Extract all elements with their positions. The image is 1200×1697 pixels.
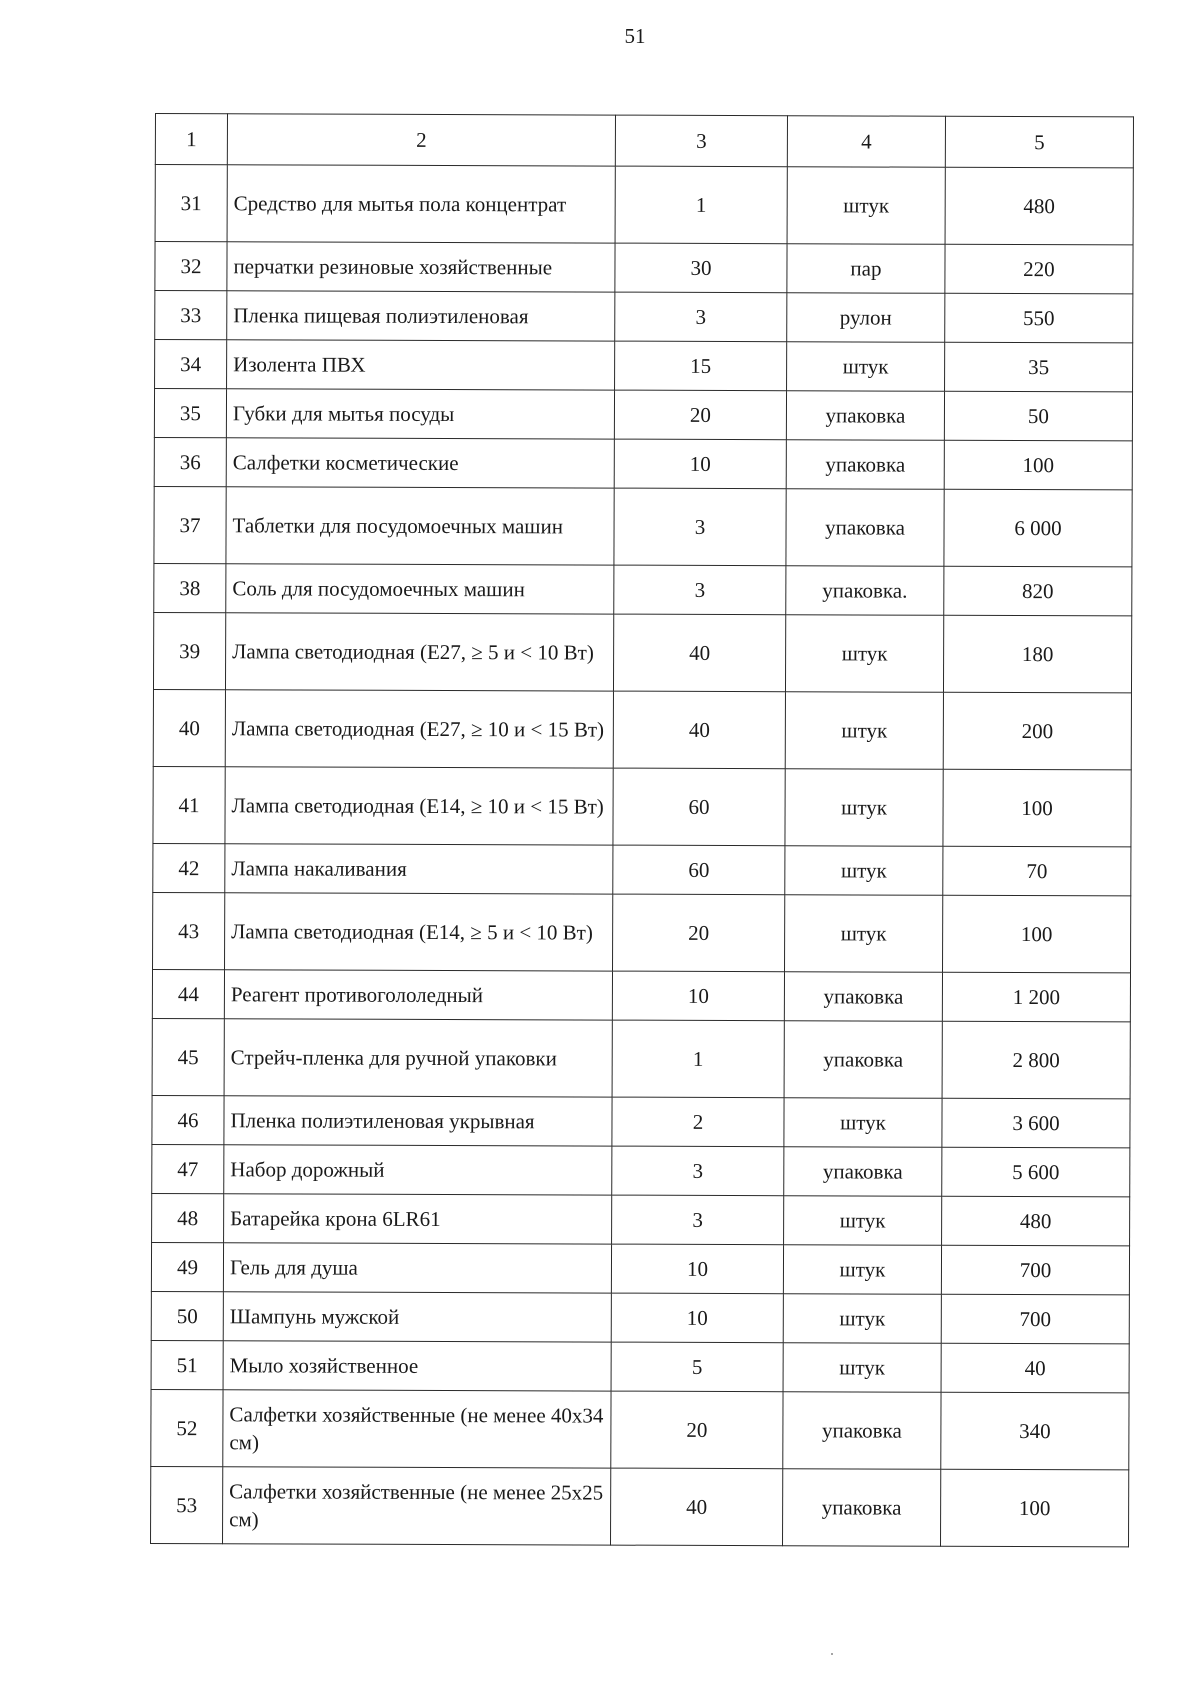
table-row — [151, 1389, 1129, 1469]
item-price: 2 800 — [942, 1021, 1130, 1099]
item-quantity: 60 — [613, 768, 785, 846]
table-row — [151, 1466, 1129, 1546]
item-name: Соль для посудомоечных машин — [226, 564, 614, 614]
item-price: 200 — [943, 692, 1131, 770]
item-unit: штук — [785, 769, 943, 847]
table-row — [151, 1340, 1129, 1392]
item-unit: упаковка — [784, 1147, 942, 1197]
row-number: 40 — [153, 689, 225, 766]
row-number: 53 — [151, 1466, 223, 1543]
item-price: 5 600 — [942, 1147, 1130, 1197]
items-table — [150, 113, 1134, 1547]
row-number: 35 — [154, 389, 226, 438]
item-name: Лампа светодиодная (E27, ≥ 5 и < 10 Вт) — [225, 613, 613, 691]
table-row — [155, 291, 1133, 343]
row-number: 47 — [152, 1144, 224, 1193]
item-quantity: 2 — [612, 1097, 784, 1147]
table-row — [153, 689, 1131, 769]
header-col-3: 3 — [615, 115, 787, 167]
table-row — [152, 1144, 1130, 1196]
item-name: Салфетки косметические — [226, 438, 614, 488]
item-price: 50 — [944, 391, 1132, 441]
table-row — [153, 843, 1131, 895]
row-number: 43 — [153, 892, 225, 969]
item-quantity: 10 — [611, 1244, 783, 1294]
item-unit: штук — [783, 1294, 941, 1344]
row-number: 33 — [155, 291, 227, 340]
item-unit: упаковка — [786, 440, 944, 490]
item-name: Пленка полиэтиленовая укрывная — [224, 1096, 612, 1146]
row-number: 46 — [152, 1095, 224, 1144]
item-unit: штук — [785, 692, 943, 770]
item-price: 100 — [944, 440, 1132, 490]
table-row — [155, 242, 1133, 294]
item-quantity: 3 — [615, 292, 787, 342]
item-price: 820 — [944, 566, 1132, 616]
header-col-2: 2 — [227, 114, 615, 166]
row-number: 34 — [155, 340, 227, 389]
item-name: Салфетки хозяйственные (не менее 25х25 см) — [223, 1467, 611, 1545]
item-name: Мыло хозяйственное — [223, 1341, 611, 1391]
table-row — [155, 165, 1133, 245]
item-price: 100 — [941, 1469, 1129, 1547]
item-name: Реагент противогололедный — [224, 970, 612, 1020]
item-name: Лампа накаливания — [225, 844, 613, 894]
item-name: Батарейка крона 6LR61 — [224, 1194, 612, 1244]
item-name: Лампа светодиодная (E14, ≥ 10 и < 15 Вт) — [225, 767, 613, 845]
table-header-row — [155, 114, 1133, 168]
item-quantity: 20 — [614, 390, 786, 440]
item-name: Стрейч-пленка для ручной упаковки — [224, 1019, 612, 1097]
item-unit: штук — [784, 1098, 942, 1148]
item-quantity: 20 — [611, 1391, 783, 1469]
row-number: 50 — [151, 1291, 223, 1340]
item-quantity: 1 — [615, 166, 787, 244]
table-row — [151, 1291, 1129, 1343]
item-name: Лампа светодиодная (E14, ≥ 5 и < 10 Вт) — [225, 893, 613, 971]
item-quantity: 40 — [613, 691, 785, 769]
item-quantity: 1 — [612, 1020, 784, 1098]
item-unit: упаковка — [786, 489, 944, 567]
item-price: 480 — [945, 167, 1133, 245]
item-name: Лампа светодиодная (E27, ≥ 10 и < 15 Вт) — [225, 690, 613, 768]
header-col-1: 1 — [155, 114, 227, 165]
item-quantity: 10 — [612, 971, 784, 1021]
item-name: Гель для душа — [223, 1243, 611, 1293]
item-name: перчатки резиновые хозяйственные — [227, 242, 615, 292]
table-row — [152, 969, 1130, 1021]
item-quantity: 15 — [615, 341, 787, 391]
table-row — [152, 1193, 1130, 1245]
item-name: Пленка пищевая полиэтиленовая — [227, 291, 615, 341]
item-price: 340 — [941, 1392, 1129, 1470]
item-name: Шампунь мужской — [223, 1292, 611, 1342]
item-unit: упаковка — [784, 972, 942, 1022]
table-row — [154, 437, 1132, 489]
item-price: 480 — [942, 1196, 1130, 1246]
row-number: 38 — [154, 563, 226, 612]
header-col-4: 4 — [787, 116, 945, 168]
table-row — [154, 486, 1132, 566]
item-quantity: 20 — [613, 894, 785, 972]
item-unit: штук — [787, 167, 945, 245]
item-unit: штук — [785, 895, 943, 973]
row-number: 52 — [151, 1389, 223, 1466]
item-unit: пар — [787, 244, 945, 294]
item-unit: штук — [784, 1196, 942, 1246]
item-unit: штук — [785, 846, 943, 896]
item-quantity: 30 — [615, 243, 787, 293]
item-unit: штук — [783, 1245, 941, 1295]
item-quantity: 3 — [612, 1146, 784, 1196]
item-price: 700 — [941, 1245, 1129, 1295]
item-price: 550 — [945, 293, 1133, 343]
item-unit: упаковка — [783, 1392, 941, 1470]
item-unit: рулон — [787, 293, 945, 343]
scan-speck — [831, 1653, 833, 1655]
item-name: Изолента ПВХ — [227, 340, 615, 390]
item-price: 100 — [943, 769, 1131, 847]
item-quantity: 10 — [611, 1293, 783, 1343]
item-unit: упаковка — [786, 391, 944, 441]
item-quantity: 3 — [612, 1195, 784, 1245]
item-price: 100 — [943, 895, 1131, 973]
item-price: 220 — [945, 244, 1133, 294]
table-row — [152, 1095, 1130, 1147]
header-col-5: 5 — [945, 116, 1133, 168]
item-price: 700 — [941, 1294, 1129, 1344]
item-quantity: 10 — [614, 439, 786, 489]
table-row — [151, 1242, 1129, 1294]
item-price: 3 600 — [942, 1098, 1130, 1148]
table-row — [154, 389, 1132, 441]
row-number: 45 — [152, 1018, 224, 1095]
item-quantity: 5 — [611, 1342, 783, 1392]
item-unit: упаковка. — [786, 566, 944, 616]
item-price: 40 — [941, 1343, 1129, 1393]
table-row — [155, 340, 1133, 392]
item-unit: упаковка — [783, 1469, 941, 1547]
row-number: 39 — [153, 612, 225, 689]
row-number: 44 — [152, 969, 224, 1018]
row-number: 49 — [151, 1242, 223, 1291]
item-name: Набор дорожный — [224, 1145, 612, 1195]
item-price: 1 200 — [942, 972, 1130, 1022]
table-row — [154, 563, 1132, 615]
item-quantity: 3 — [614, 488, 786, 566]
row-number: 36 — [154, 437, 226, 486]
item-quantity: 40 — [613, 614, 785, 692]
item-quantity: 3 — [614, 565, 786, 615]
table-row — [152, 1018, 1130, 1098]
item-quantity: 40 — [611, 1468, 783, 1546]
item-name: Таблетки для посудомоечных машин — [226, 487, 614, 565]
item-unit: штук — [787, 342, 945, 392]
item-name: Салфетки хозяйственные (не менее 40х34 см) — [223, 1390, 611, 1468]
row-number: 51 — [151, 1340, 223, 1389]
table-row — [153, 612, 1131, 692]
page-number: 51 — [624, 24, 646, 48]
item-unit: штук — [783, 1343, 941, 1393]
item-price: 6 000 — [944, 489, 1132, 567]
item-unit: штук — [785, 615, 943, 693]
row-number: 37 — [154, 486, 226, 563]
item-price: 35 — [945, 342, 1133, 392]
item-price: 70 — [943, 846, 1131, 896]
item-name: Средство для мытья пола концентрат — [227, 165, 615, 243]
row-number: 41 — [153, 766, 225, 843]
table-row — [153, 766, 1131, 846]
row-number: 48 — [152, 1193, 224, 1242]
item-name: Губки для мытья посуды — [226, 389, 614, 439]
row-number: 31 — [155, 165, 227, 242]
item-unit: упаковка — [784, 1021, 942, 1099]
row-number: 42 — [153, 843, 225, 892]
item-quantity: 60 — [613, 845, 785, 895]
row-number: 32 — [155, 242, 227, 291]
table-row — [153, 892, 1131, 972]
item-price: 180 — [943, 615, 1131, 693]
